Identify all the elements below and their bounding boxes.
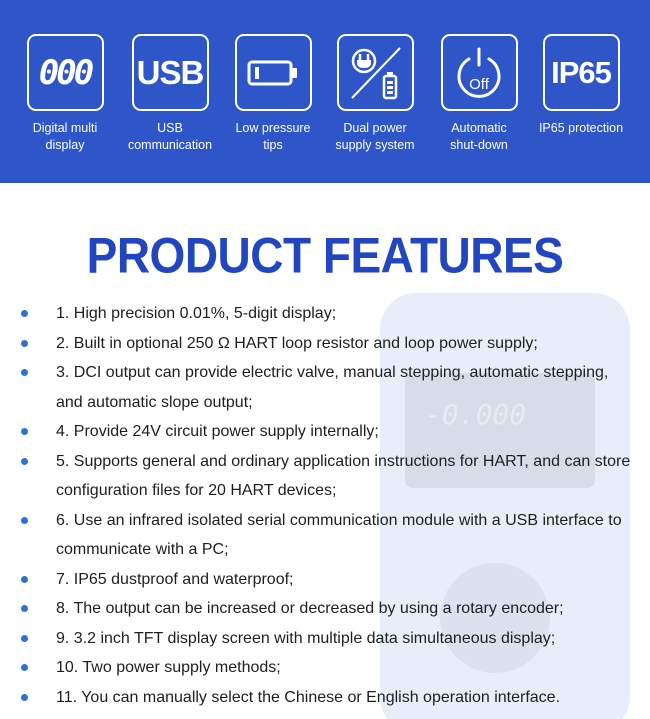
- icon-item-ip65: [529, 34, 633, 137]
- ip65-icon: [543, 34, 620, 111]
- icon-item-dual-power: [323, 34, 427, 154]
- feature-list: [18, 299, 638, 712]
- ip65-glyph: IP65: [551, 54, 611, 90]
- icon-label-usb: USB communication: [127, 121, 213, 152]
- icon-row: [0, 34, 650, 164]
- icon-item-power-off: [427, 34, 531, 154]
- feature-item: [18, 358, 638, 417]
- feature-text: 8. The output can be increased or decreased by using a rotary encoder;: [56, 600, 564, 617]
- feature-text: 3. DCI output can provide electric valve, manual stepping, automatic stepping, and automatic slope output;: [56, 364, 609, 411]
- feature-item: [18, 329, 638, 359]
- icon-item-digital-display: [13, 34, 117, 154]
- digital-display-glyph: 000: [38, 52, 92, 93]
- usb-glyph: USB: [136, 53, 204, 91]
- feature-text: 7. IP65 dustproof and waterproof;: [56, 570, 294, 588]
- device-screen-value: -0.000: [425, 398, 527, 431]
- icon-label-low-battery: Low pressure tips: [235, 121, 311, 152]
- bullet-icon: [21, 635, 28, 642]
- feature-item: [18, 447, 638, 506]
- usb-icon: [132, 34, 209, 111]
- feature-icons-banner: [0, 0, 650, 183]
- icon-item-low-battery: [221, 34, 325, 154]
- bullet-icon: [21, 428, 28, 435]
- bullet-icon: [21, 310, 28, 317]
- section-title: PRODUCT FEATURES: [86, 226, 564, 284]
- digital-display-icon: [27, 34, 104, 111]
- feature-text: 4. Provide 24V circuit power supply internally;: [56, 423, 379, 440]
- icon-label-power-off: Automatic shut-down: [450, 121, 508, 152]
- icon-item-usb: [118, 34, 222, 154]
- feature-text: 2. Built in optional 250 Ω HART loop resistor and loop power supply;: [56, 334, 538, 352]
- icon-label-dual-power: Dual power supply system: [335, 121, 415, 152]
- bullet-icon: [21, 576, 28, 583]
- feature-item: [18, 299, 638, 329]
- dual-power-icon: [337, 34, 414, 111]
- feature-text: 6. Use an infrared isolated serial communication module with a USB interface to communicate with a PC;: [56, 511, 622, 558]
- feature-text: 1. High precision 0.01%, 5-digit display;: [56, 305, 337, 322]
- product-features-section: [0, 183, 650, 719]
- icon-label-ip65: IP65 protection: [538, 121, 624, 135]
- bullet-icon: [21, 340, 28, 347]
- bullet-icon: [21, 517, 28, 524]
- feature-item: [18, 506, 638, 565]
- bullet-icon: [21, 369, 28, 376]
- feature-text: 11. You can manually select the Chinese or English operation interface.: [56, 688, 561, 706]
- feature-item: [18, 417, 638, 447]
- power-off-glyph: Off: [469, 76, 489, 93]
- feature-text: 10. Two power supply methods;: [56, 659, 281, 676]
- feature-item: [18, 624, 638, 654]
- bullet-icon: [21, 605, 28, 612]
- bullet-icon: [21, 458, 28, 465]
- feature-item: [18, 653, 638, 683]
- bullet-icon: [21, 664, 28, 671]
- power-off-icon: [441, 34, 518, 111]
- feature-item: [18, 594, 638, 624]
- feature-text: 5. Supports general and ordinary application instructions for HART, and can store configuration files for 20 HART devices;: [56, 452, 631, 499]
- bullet-icon: [21, 694, 28, 701]
- feature-item: [18, 683, 638, 713]
- low-battery-icon: [235, 34, 312, 111]
- feature-item: [18, 565, 638, 595]
- icon-label-digital-display: Digital multi display: [32, 121, 98, 152]
- feature-text: 9. 3.2 inch TFT display screen with multiple data simultaneous display;: [56, 629, 556, 647]
